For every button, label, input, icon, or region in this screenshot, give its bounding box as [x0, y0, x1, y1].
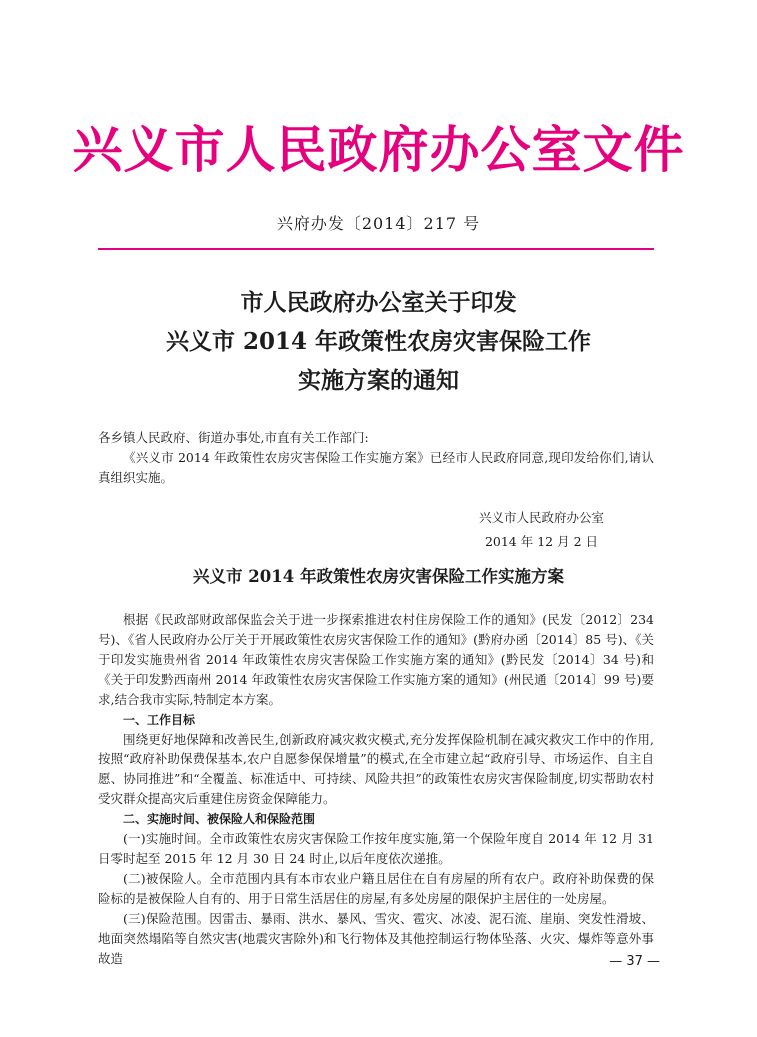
- notice-addressee: 各乡镇人民政府、街道办事处,市直有关工作部门:: [98, 430, 369, 445]
- notice-title-line-3: 实施方案的通知: [298, 367, 459, 394]
- page-number: — 37 —: [609, 954, 660, 969]
- scope-item-coverage: (三)保险范围。因雷击、暴雨、洪水、暴风、雪灾、雹灾、冰凌、泥石流、崖崩、突发性滑坡、地面突然塌陷等自然灾害(地震灾害除外)和飞行物体及其他控制运行物体坠落、火灾、爆炸等意外事故造: [98, 910, 654, 966]
- section-heading-scope: 二、实施时间、被保险人和保险范围: [123, 812, 316, 827]
- notice-paragraph: 《兴义市 2014 年政策性农房灾害保险工作实施方案》已经市人民政府同意,现印发给你们,请认真组织实施。: [98, 450, 654, 485]
- plan-intro-paragraph: 根据《民政部财政部保监会关于进一步探索推进农村住房保险工作的通知》(民发〔2012〕234号)、《省人民政府办公厅关于开展政策性农房灾害保险工作的通知》(黔府办函〔2014〕85 号)、《关于印发实施贵州省 2014 年政策性农房灾害保险工作实施方案的通知》(黔民发〔2014〕34 号)和《关于印发黔西南州 2014 年政策性农房灾害保险工作实施方案的通知》(州民通〔2014〕99 号)要求,结合我市实际,特制定本方案。: [98, 612, 654, 707]
- issuer-name: 兴义市人民政府办公室: [478, 510, 604, 525]
- issue-date: 2014 年 12 月 2 日: [484, 534, 598, 549]
- section-goals-paragraph: 围绕更好地保障和改善民生,创新政府减灾救灾模式,充分发挥保险机制在减灾救灾工作中的作用,按照“政府补助保费保基本,农户自愿参保保增量”的模式,在全市建立起“政府引导、市场运作、自主自愿、协同推进”和“全覆盖、标准适中、可持续、风险共担”的政策性农房灾害保险制度,切实帮助农村受灾群众提高灾后重建住房资金保障能力。: [98, 731, 654, 807]
- notice-signature: [98, 506, 654, 554]
- notice-title-line-2: 兴义市 2014 年政策性农房灾害保险工作: [165, 328, 592, 355]
- scope-item-time: (一)实施时间。全市政策性农房灾害保险工作按年度实施,第一个保险年度自 2014 年 12 月 31 日零时起至 2015 年 12 月 30 日 24 时止,以后年度依次递推。: [98, 831, 654, 867]
- plan-title: 兴义市 2014 年政策性农房灾害保险工作实施方案: [193, 567, 564, 586]
- section-heading-goals: 一、工作目标: [123, 712, 196, 727]
- scope-item-insured: (二)被保险人。全市范围内具有本市农业户籍且居住在自有房屋的所有农户。政府补助保费的保险标的是被保险人自有的、用于日常生活居住的房屋,有多处房屋的限保护主居住的一处房屋。: [98, 870, 654, 906]
- red-divider-line: [98, 248, 654, 250]
- masthead-title: 兴义市人民政府办公室文件: [72, 120, 685, 179]
- notice-title-line-1: 市人民政府办公室关于印发: [240, 289, 517, 316]
- notice-body: [98, 428, 654, 488]
- notice-title: [0, 283, 757, 400]
- document-number: 兴府办发〔2014〕217 号: [276, 214, 481, 233]
- plan-body: [98, 610, 654, 969]
